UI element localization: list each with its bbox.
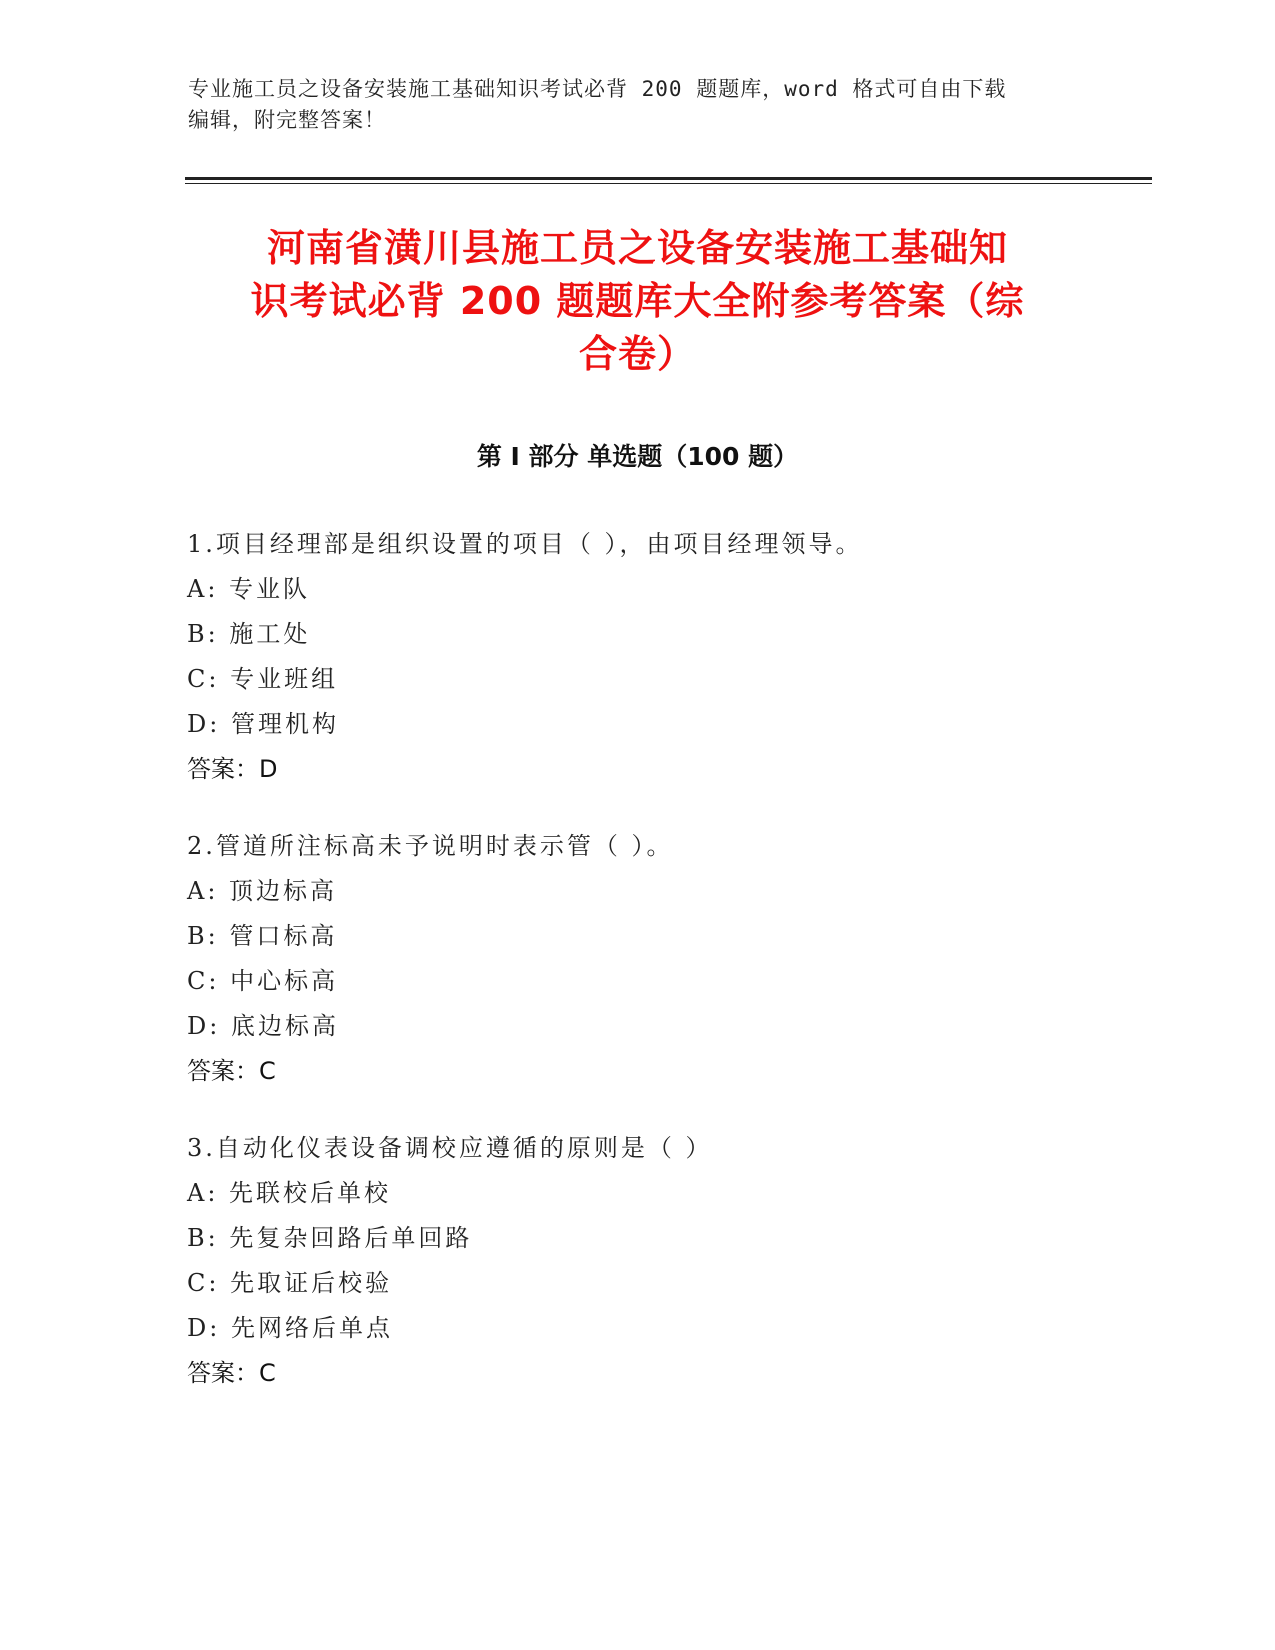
header-note-line-1: 专业施工员之设备安装施工基础知识考试必背 200 题题库，word 格式可自由下载 <box>188 77 1007 101</box>
option-c: C: 中心标高 <box>187 967 339 995</box>
question-answer: 答案：D <box>187 755 278 783</box>
question-item <box>187 522 1127 792</box>
question-item <box>187 824 1127 1094</box>
section-title: 第 I 部分 单选题（100 题） <box>476 442 799 471</box>
question-answer: 答案：C <box>187 1057 276 1085</box>
header-note <box>188 74 1088 136</box>
option-a: A: 专业队 <box>187 575 311 603</box>
header-divider-thin <box>185 183 1152 184</box>
option-b: B: 施工处 <box>187 620 311 648</box>
option-c: C: 先取证后校验 <box>187 1269 393 1297</box>
document-title-line-3: 合卷） <box>578 332 696 376</box>
option-a: A: 先联校后单校 <box>187 1179 392 1207</box>
option-b: B: 管口标高 <box>187 922 338 950</box>
option-d: D: 底边标高 <box>187 1012 339 1040</box>
header-divider-thick <box>185 177 1152 180</box>
question-stem: 3.自动化仪表设备调校应遵循的原则是（ ） <box>187 1134 713 1162</box>
question-list <box>187 522 1127 1428</box>
question-item <box>187 1126 1127 1396</box>
option-c: C: 专业班组 <box>187 665 339 693</box>
document-title-line-2: 识考试必背 200 题题库大全附参考答案（综 <box>250 279 1025 323</box>
option-d: D: 管理机构 <box>187 710 339 738</box>
option-a: A: 顶边标高 <box>187 877 338 905</box>
question-stem: 1.项目经理部是组织设置的项目（ ），由项目经理领导。 <box>187 530 863 558</box>
question-stem: 2.管道所注标高未予说明时表示管（ ）。 <box>187 832 674 860</box>
header-note-line-2: 编辑，附完整答案！ <box>188 108 386 132</box>
option-b: B: 先复杂回路后单回路 <box>187 1224 473 1252</box>
option-d: D: 先网络后单点 <box>187 1314 393 1342</box>
document-title-line-1: 河南省潢川县施工员之设备安装施工基础知 <box>266 226 1008 270</box>
question-answer: 答案：C <box>187 1359 276 1387</box>
document-title <box>190 222 1085 381</box>
